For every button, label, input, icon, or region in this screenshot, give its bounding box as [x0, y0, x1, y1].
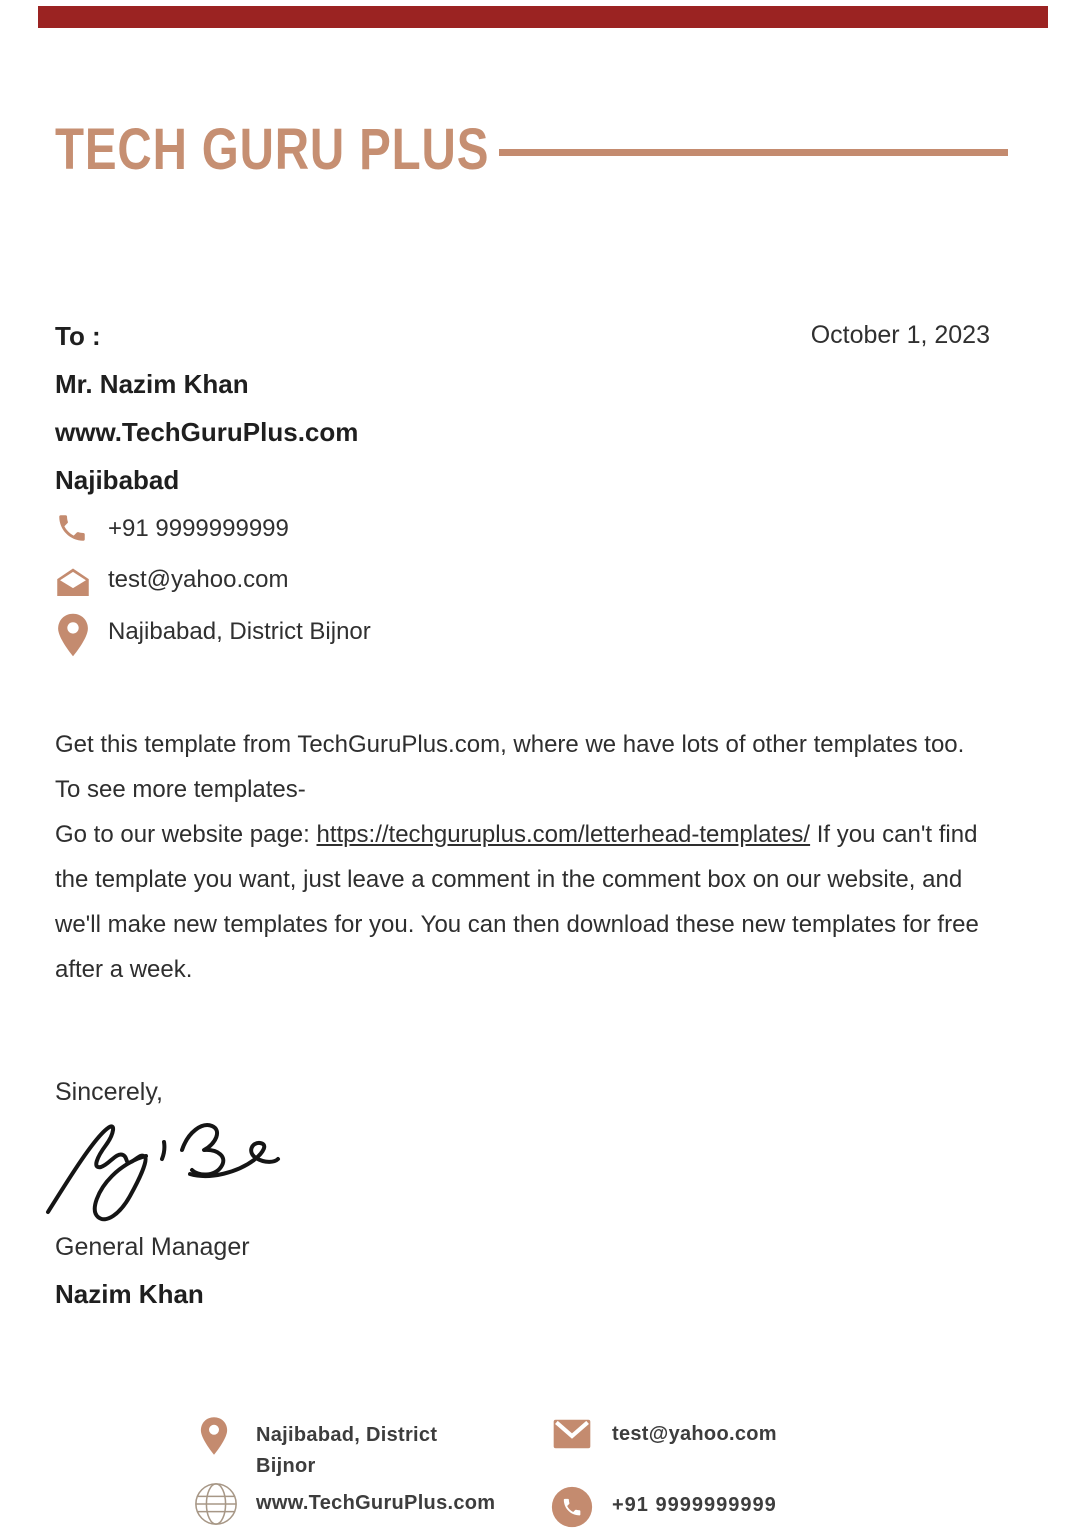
contact-email: test@yahoo.com: [108, 566, 289, 593]
footer-location-line1: Najibabad, District: [256, 1424, 438, 1446]
contact-phone: +91 9999999999: [108, 515, 289, 542]
footer-email-icon: [553, 1417, 591, 1451]
recipient-website: www.TechGuruPlus.com: [55, 417, 359, 447]
globe-icon: [193, 1478, 239, 1530]
body-line-3: [55, 812, 977, 857]
footer-location: [256, 1420, 476, 1482]
footer-phone-icon: [551, 1486, 593, 1528]
contact-address: Najibabad, District Bijnor: [108, 618, 371, 645]
location-icon: [56, 611, 90, 659]
signer-title: General Manager: [55, 1233, 250, 1261]
recipient-name: Mr. Nazim Khan: [55, 369, 249, 399]
footer-location-line2: Bijnor: [256, 1455, 316, 1477]
templates-link[interactable]: https://techguruplus.com/letterhead-templates/: [316, 821, 811, 848]
recipient-city: Najibabad: [55, 465, 180, 495]
body-line-6: after a week.: [55, 956, 193, 983]
footer-website: www.TechGuruPlus.com: [256, 1492, 496, 1514]
body-line-2: To see more templates-: [55, 776, 306, 803]
footer-phone: +91 9999999999: [612, 1494, 777, 1516]
top-accent-bar: [38, 6, 1048, 28]
logo-divider-line: [499, 149, 1008, 156]
body-line-1: Get this template from TechGuruPlus.com, where we have lots of other templates too.: [55, 731, 965, 758]
body-line-4: the template you want, just leave a comment in the comment box on our website, and: [55, 866, 963, 893]
body-line-3-prefix: Go to our website page:: [55, 821, 317, 848]
recipient-label: To :: [55, 321, 101, 351]
body-line-5: we'll make new templates for you. You can then download these new templates for free: [55, 911, 979, 938]
letter-date: October 1, 2023: [810, 321, 990, 349]
footer-email: test@yahoo.com: [612, 1423, 777, 1445]
envelope-icon: [55, 566, 91, 599]
body-line-3-suffix: If you can't find: [810, 821, 978, 848]
footer-location-icon: [199, 1414, 229, 1458]
phone-icon: [55, 511, 89, 545]
company-logo: TECH GURU PLUS: [55, 117, 490, 182]
signer-name: Nazim Khan: [55, 1279, 204, 1309]
signature-image: [42, 1114, 282, 1226]
closing-salutation: Sincerely,: [55, 1078, 163, 1106]
